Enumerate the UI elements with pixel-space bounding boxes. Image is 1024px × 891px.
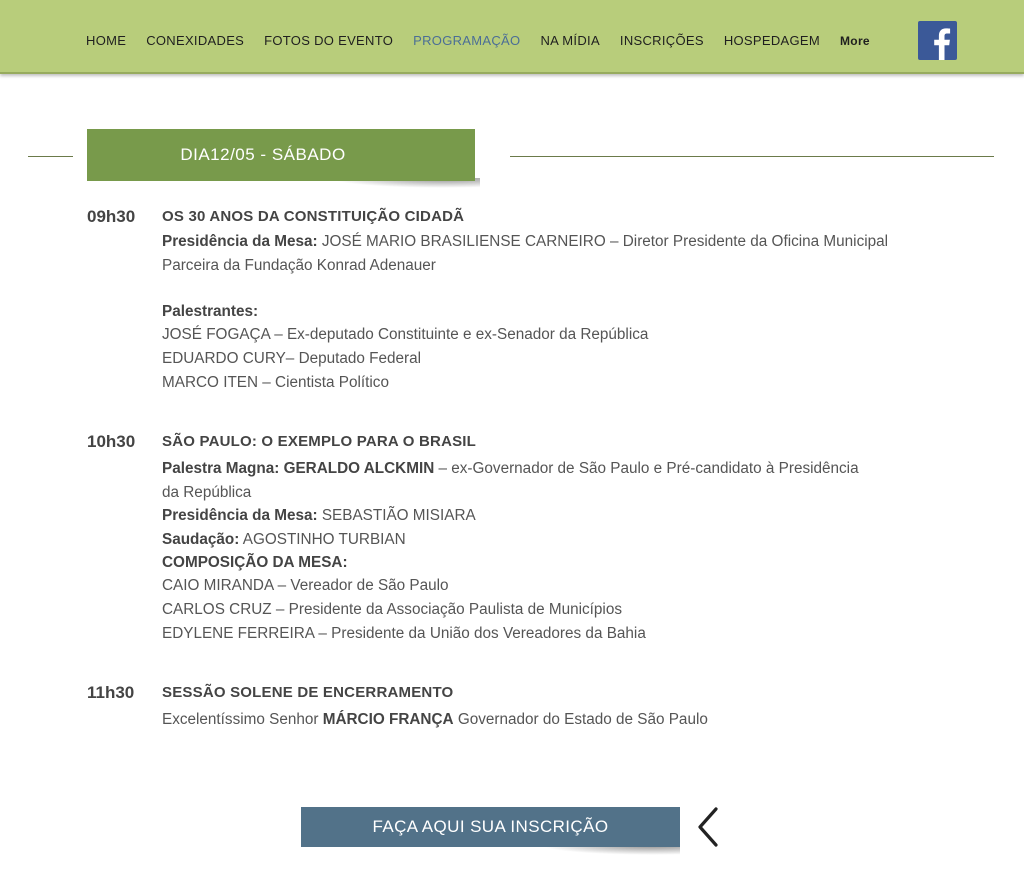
nav-item-hospedagem[interactable]: HOSPEDAGEM [723,33,821,48]
session-time: 09h30 [87,207,136,226]
facebook-icon[interactable] [918,21,957,60]
nav-item-conexidades[interactable]: CONEXIDADES [146,33,245,48]
session-title: SÃO PAULO: O EXEMPLO PARA O BRASIL [162,433,477,450]
session-line: Parceira da Fundação Konrad Adenauer [162,257,436,274]
session-line: EDYLENE FERREIRA – Presidente da União dos Vereadores da Bahia [162,625,646,642]
session-line: da República [162,484,252,501]
session-title: OS 30 ANOS DA CONSTITUIÇÃO CIDADÃ [162,208,465,225]
register-button-label: FAÇA AQUI SUA INSCRIÇÃO [372,817,609,836]
session-line: Excelentíssimo Senhor MÁRCIO FRANÇA Governador do Estado de São Paulo [162,711,708,728]
session-time: 10h30 [87,432,136,451]
session-line: CARLOS CRUZ – Presidente da Associação Paulista de Municípios [162,601,622,618]
day-title-band [87,129,475,181]
nav-item-na-midia[interactable]: NA MÍDIA [540,33,600,48]
divider-left [28,156,73,157]
session-line: Presidência da Mesa: SEBASTIÃO MISIARA [162,507,476,524]
session-line: Palestrantes: [162,303,259,320]
chevron-left-icon[interactable] [694,805,724,849]
nav-item-home[interactable]: HOME [86,33,127,48]
main-nav [86,33,890,49]
nav-item-programacao[interactable]: PROGRAMAÇÃO [413,33,521,48]
register-button[interactable] [301,807,680,847]
nav-item-more[interactable]: More [840,34,870,48]
session-line: EDUARDO CURY– Deputado Federal [162,350,422,367]
nav-item-fotos-do-evento[interactable]: FOTOS DO EVENTO [264,33,394,48]
session-time: 11h30 [87,683,135,702]
session-line: Palestra Magna: GERALDO ALCKMIN – ex-Governador de São Paulo e Pré-candidato à Presidência [162,460,859,477]
divider-right [510,156,994,157]
session-line: Saudação: AGOSTINHO TURBIAN [162,531,406,548]
session-line: MARCO ITEN – Cientista Político [162,374,389,391]
session-line: JOSÉ FOGAÇA – Ex-deputado Constituinte e ex-Senador da República [162,326,649,343]
day-title: DIA12/05 - SÁBADO [180,145,346,164]
header-bar [0,0,1024,74]
session-title: SESSÃO SOLENE DE ENCERRAMENTO [162,684,454,701]
session-line: CAIO MIRANDA – Vereador de São Paulo [162,577,449,594]
session-line: Presidência da Mesa: JOSÉ MARIO BRASILIENSE CARNEIRO – Diretor Presidente da Oficina Municipal [162,233,889,250]
nav-item-inscricoes[interactable]: INSCRIÇÕES [619,33,704,48]
session-line: COMPOSIÇÃO DA MESA: [162,554,348,571]
